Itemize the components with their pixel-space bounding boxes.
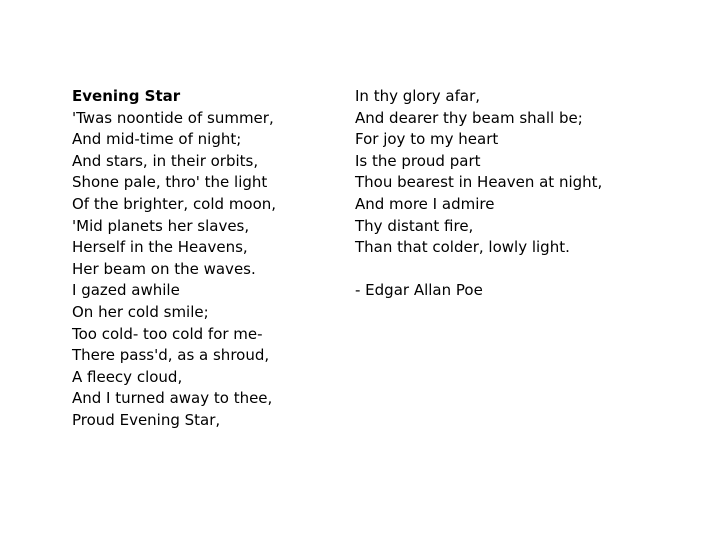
poem-line: And I turned away to thee, [72,389,273,408]
poem-line: Of the brighter, cold moon, [72,194,277,213]
poem-line: In thy glory afar, [355,87,481,105]
poem-line: Shone pale, thro' the light [72,173,268,192]
poem-line: Thy distant fire, [355,216,474,235]
poem-left-column [72,86,276,432]
poem-line: And mid-time of night; [72,130,242,149]
poem-line: There pass'd, as a shroud, [72,346,270,365]
poem-line: And more I admire [355,194,495,213]
poem-line: Thou bearest in Heaven at night, [355,173,603,192]
poem-line: And dearer thy beam shall be; [355,108,583,127]
poem-line: Too cold- too cold for me- [72,324,263,343]
poem-line: Proud Evening Star, [72,410,221,429]
poem-line: Her beam on the waves. [72,259,256,278]
poem-line: For joy to my heart [355,130,499,149]
poem-right-column [355,86,602,302]
poem-line: On her cold smile; [72,302,209,321]
poem-line: Than that colder, lowly light. [355,238,570,257]
poem-line: 'Twas noontide of summer, [72,108,274,127]
stanza-gap [355,259,602,281]
poem-line: And stars, in their orbits, [72,151,259,170]
poem-line: Herself in the Heavens, [72,238,248,257]
poem-attribution: - Edgar Allan Poe [355,281,483,300]
poem-line: 'Mid planets her slaves, [72,216,250,235]
poem-title: Evening Star [72,87,181,105]
poem-line: A fleecy cloud, [72,367,183,386]
poem-line: Is the proud part [355,151,481,170]
poem-line: I gazed awhile [72,281,180,300]
